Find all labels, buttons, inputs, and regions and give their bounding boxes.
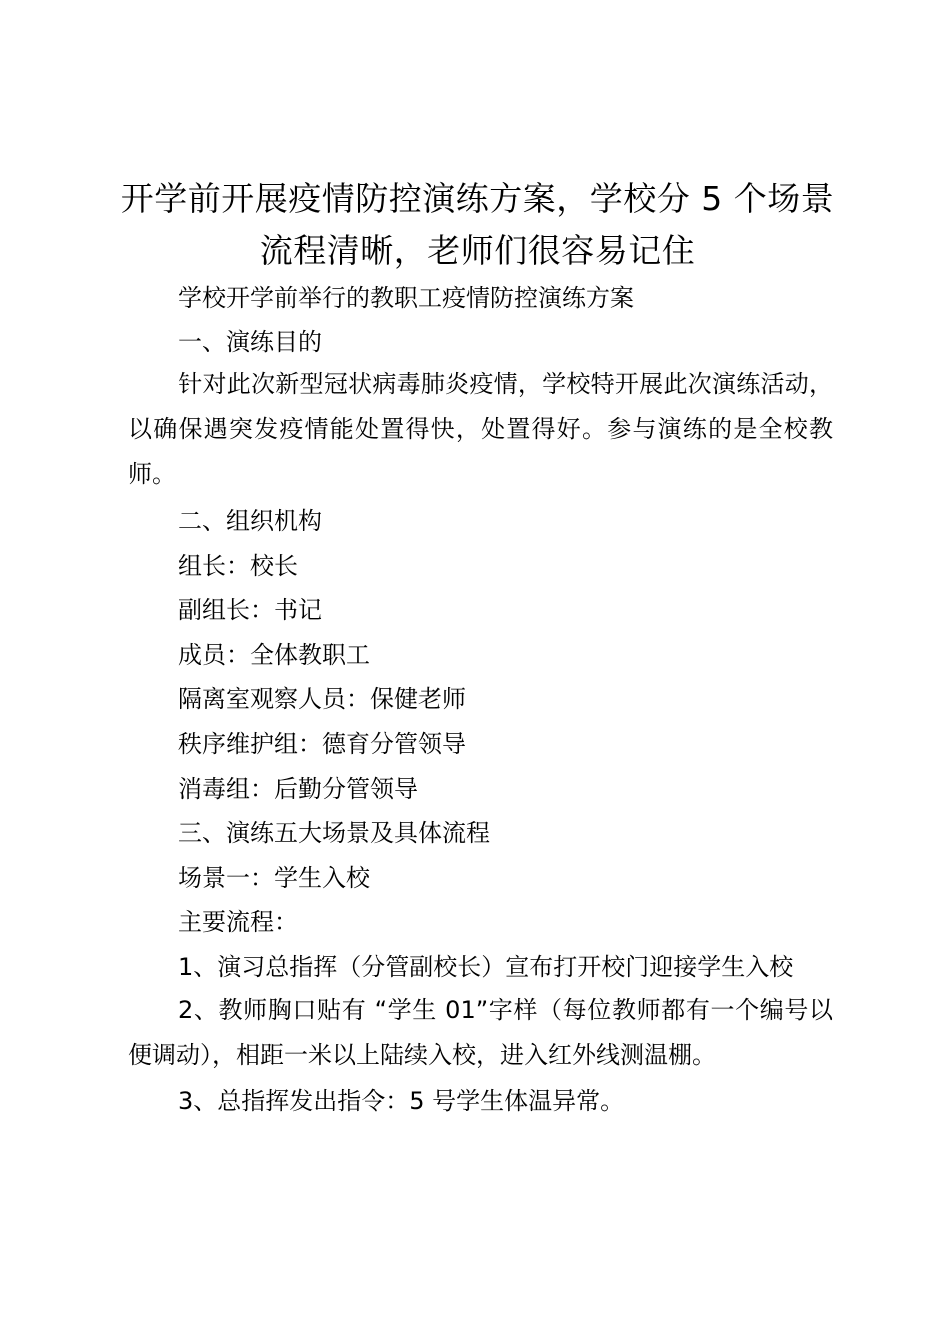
document-title: 开学前开展疫情防控演练方案，学校分 5 个场景流程清晰，老师们很容易记住 (120, 179, 835, 270)
step-2-paragraph (128, 988, 833, 1078)
org-isolation: 隔离室观察人员：保健老师 (178, 685, 466, 713)
section1-body: 针对此次新型冠状病毒肺炎疫情，学校特开展此次演练活动，以确保遇突发疫情能处置得快，处置得好。参与演练的是全校教师。 (128, 370, 833, 488)
step-2: 2、教师胸口贴有 “学生 01”字样（每位教师都有一个编号以便调动），相距一米以上陆续入校，进入红外线测温棚。 (128, 996, 833, 1069)
org-members: 成员：全体教职工 (178, 641, 370, 669)
section3-heading: 三、演练五大场景及具体流程 (178, 819, 490, 847)
section2-heading: 二、组织机构 (178, 507, 322, 535)
step-3: 3、总指挥发出指令：5 号学生体温异常。 (178, 1087, 625, 1115)
section1-paragraph (128, 362, 833, 497)
main-flow-label: 主要流程： (178, 908, 298, 936)
scene1-heading: 场景一：学生入校 (178, 864, 370, 892)
org-deputy: 副组长：书记 (178, 596, 322, 624)
document-subtitle: 学校开学前举行的教职工疫情防控演练方案 (178, 284, 634, 312)
step-1: 1、演习总指挥（分管副校长）宣布打开校门迎接学生入校 (178, 953, 794, 981)
section1-heading: 一、演练目的 (178, 328, 322, 356)
org-disinfection: 消毒组：后勤分管领导 (178, 775, 418, 803)
org-order: 秩序维护组：德育分管领导 (178, 730, 466, 758)
org-leader: 组长：校长 (178, 552, 298, 580)
